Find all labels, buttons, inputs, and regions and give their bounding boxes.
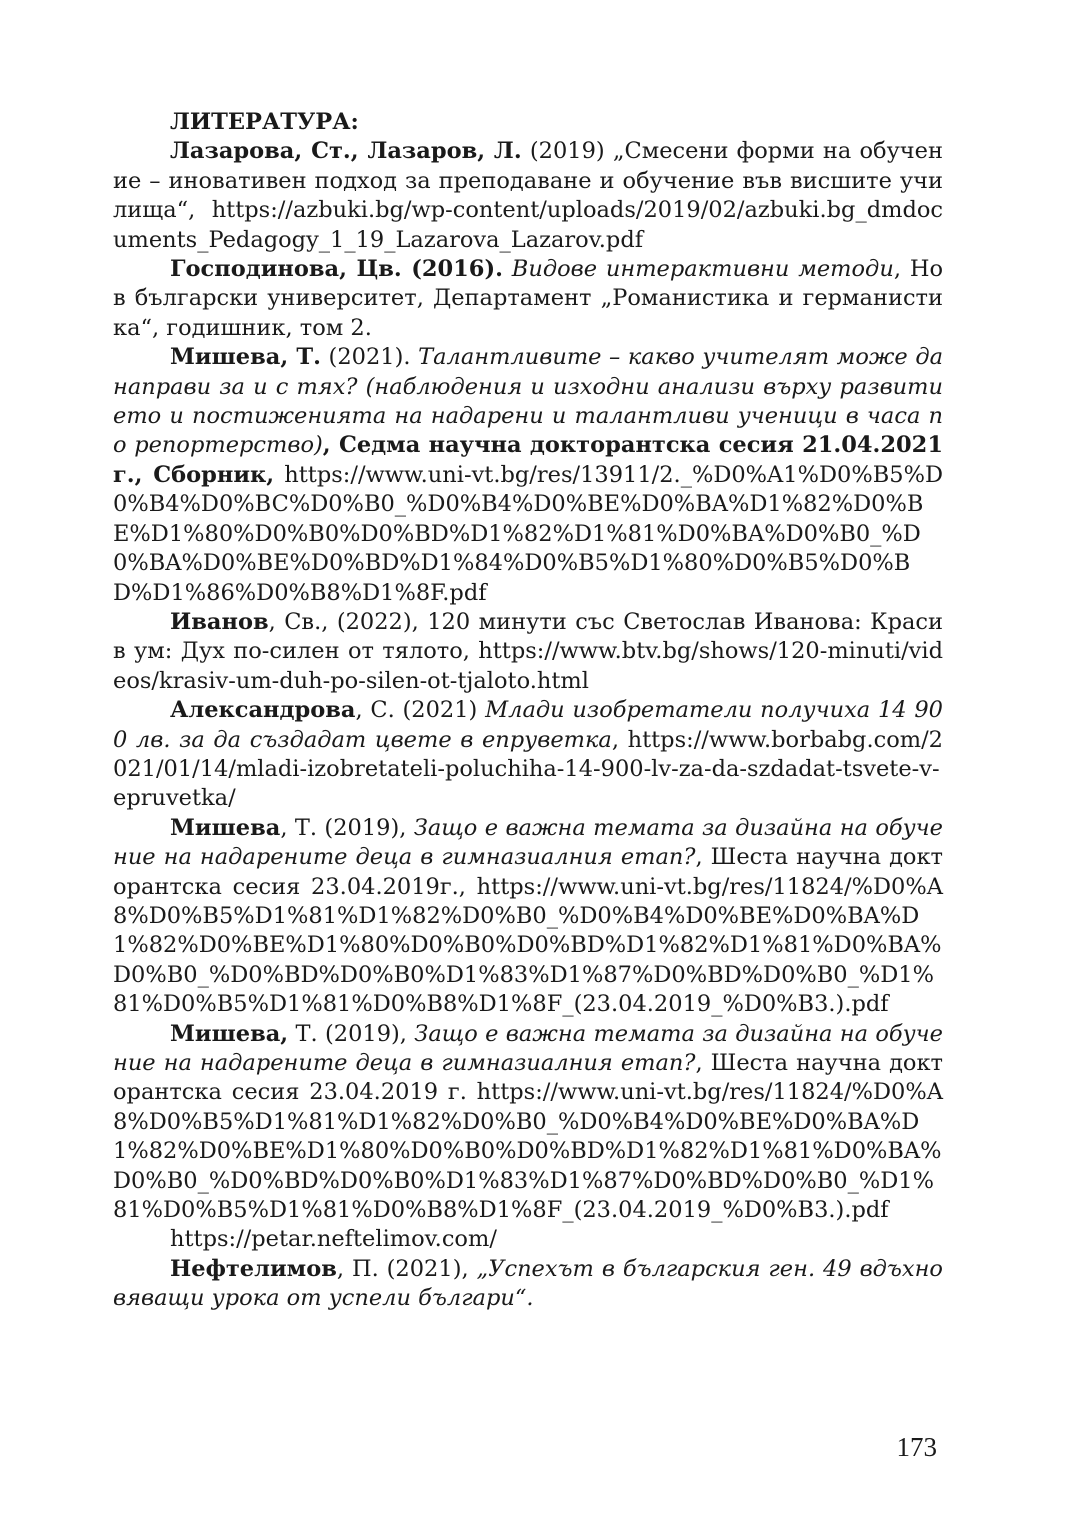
references-section (113, 108, 943, 1314)
reference-year: Т. (2019), (288, 1020, 415, 1047)
reference-author: Мишева (170, 814, 281, 841)
reference-author: Мишева (170, 344, 281, 371)
reference-year: (2019) (521, 138, 613, 165)
reference-title: Млади изобретатели получиха 14 900 лв. за да създадат цвете в епруветка (113, 697, 943, 753)
reference-source: , Седма научна докторантска сесия 21.04.2021 г., Сборник, (113, 432, 943, 488)
reference-entry (113, 1255, 943, 1314)
reference-year: (2021). (320, 344, 419, 371)
reference-author: Мишева, (170, 1020, 289, 1047)
reference-entry (113, 137, 943, 255)
reference-title: Защо е важна темата за дизайна на обучение на надарените деца в гимназиалния етап? (113, 1020, 943, 1076)
reference-entry (113, 1020, 943, 1226)
reference-entry (113, 343, 943, 608)
reference-entry (113, 608, 943, 696)
reference-year: , П. (2021), (336, 1255, 477, 1282)
page-number: 173 (896, 1432, 937, 1462)
reference-details: , Св., (2022), 120 минути със Светослав Иванова: Красив ум: Дух по-силен от тялото, https://www.btv.bg/shows/120-minuti/videos/krasiv-um-duh-po-silen-ot-tjaloto.html (113, 608, 943, 694)
reference-url: https://petar.neftelimov.com/ (170, 1226, 497, 1253)
reference-author-initial: , Т. (280, 344, 321, 371)
reference-author: Александрова (170, 697, 356, 724)
references-heading: ЛИТЕРАТУРА: (170, 109, 359, 135)
reference-details: https://www.uni-vt.bg/res/13911/2._%D0%A1%D0%B5%D0%B4%D0%BC%D0%B0_%D0%B4%D0%BE%D0%BA%D1%82%D0%BE%D1%80%D0%B0%D0%BD%D1%82%D1%81%D0%BA%D0%B0_%D0%BA%D0%BE%D0%BD%D1%84%D0%B5%D1%80%D0%B5%D0%BD%D1%86%D0%B8%D1%8F.pdf (113, 461, 943, 606)
reference-details: , Шеста научна докторантска сесия 23.04.2019г., https://www.uni-vt.bg/res/11824/%D0%A8%D0%B5%D1%81%D1%82%D0%B0_%D0%B4%D0%BE%D0%BA%D1%82%D0%BE%D1%80%D0%B0%D0%BD%D1%82%D1%81%D0%BA%D0%B0_%D0%BD%D0%B0%D1%83%D1%87%D0%BD%D0%B0_%D1%81%D0%B5%D1%81%D0%B8%D1%8F_(23.04.2019_%D0%B3.).pdf (113, 844, 943, 1018)
reference-title: Видове интерактивни методи (502, 256, 894, 283)
reference-details: , https://www.borbabg.com/2021/01/14/mladi-izobretateli-poluchiha-14-900-lv-za-da-szdadat-tsvete-v-epruvetka/ (113, 726, 943, 812)
reference-title: Талантливите – какво учителят може да направи за и с тях? (наблюдения и изходни анализи върху развитието и постиженията на надарени и талантливи ученици в часа по репортерство) (113, 344, 943, 459)
reference-author: Нефтелимов (170, 1255, 337, 1282)
reference-author: Господинова, Цв. (2016). (170, 256, 503, 283)
reference-details: , Шеста научна докторантска сесия 23.04.2019 г. https://www.uni-vt.bg/res/11824/%D0%A8%D0%B5%D1%81%D1%82%D0%B0_%D0%B4%D0%BE%D0%BA%D1%82%D0%BE%D1%80%D0%B0%D0%BD%D1%82%D1%81%D0%BA%D0%B0_%D0%BD%D0%B0%D1%83%D1%87%D0%BD%D0%B0_%D1%81%D0%B5%D1%81%D0%B8%D1%8F_(23.04.2019_%D0%B3.).pdf (113, 1050, 943, 1224)
reference-year: , С. (2021) (355, 697, 486, 724)
reference-entry (113, 255, 943, 343)
reference-entry (113, 814, 943, 1020)
reference-entry (113, 696, 943, 814)
reference-year: , Т. (2019), (280, 814, 414, 841)
reference-details: , https://azbuki.bg/wp-content/uploads/2019/02/azbuki.bg_dmdocuments_Pedagogy_1_19_Lazarova_Lazarov.pdf (113, 197, 943, 253)
reference-title: Защо е важна темата за дизайна на обучение на надарените деца в гимназиалния етап? (113, 814, 943, 871)
reference-author: Лазарова, Ст., Лазаров, Л. (170, 138, 522, 165)
reference-details: , Нов български университет, Департамент „Романистика и германистика“, годишник, том 2. (113, 256, 943, 341)
reference-author: Иванов (170, 608, 269, 635)
reference-title: „Успехът в българския ген. 49 вдъхновяващи урока от успели българи“. (113, 1255, 943, 1312)
reference-title: „Смесени форми на обучение – иновативен подход за преподаване и обучение във висшите училища“ (113, 138, 943, 224)
